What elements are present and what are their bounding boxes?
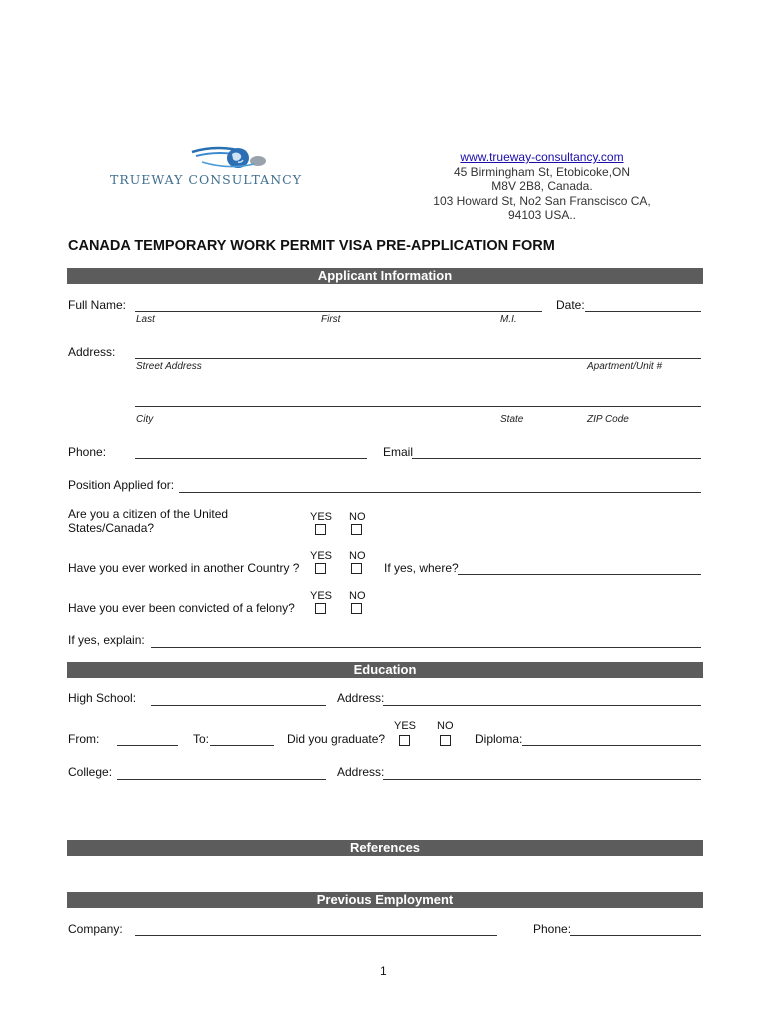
citizen-question-line1: Are you a citizen of the United <box>68 507 229 521</box>
felony-question: Have you ever been convicted of a felony? <box>68 601 295 615</box>
yes-label: YES <box>310 590 333 602</box>
state-sublabel: State <box>500 414 524 425</box>
mi-sublabel: M.I. <box>500 314 517 325</box>
full-name-label: Full Name: <box>68 298 127 312</box>
no-label: NO <box>349 511 366 523</box>
section-header-education: Education <box>67 662 703 678</box>
graduate-no-checkbox[interactable] <box>440 735 451 746</box>
yes-label: YES <box>310 550 333 562</box>
city-sublabel: City <box>136 414 154 425</box>
worked-abroad-question: Have you ever worked in another Country ? <box>68 561 300 575</box>
no-label: NO <box>349 550 366 562</box>
address-line: M8V 2B8, Canada. <box>491 179 593 194</box>
no-label: NO <box>349 590 366 602</box>
to-field[interactable] <box>210 745 274 746</box>
city-state-zip-field[interactable] <box>135 406 701 407</box>
form-title: CANADA TEMPORARY WORK PERMIT VISA PRE-APPLICATION FORM <box>68 238 555 254</box>
company-address <box>402 150 682 223</box>
date-label: Date: <box>556 298 585 312</box>
graduate-yes-checkbox[interactable] <box>399 735 410 746</box>
felony-no-checkbox[interactable] <box>351 603 362 614</box>
yes-label: YES <box>310 511 333 523</box>
diploma-label: Diploma: <box>475 732 523 746</box>
citizen-yes-checkbox[interactable] <box>315 524 326 535</box>
worked-no-checkbox[interactable] <box>351 563 362 574</box>
hs-address-label: Address: <box>337 691 385 705</box>
diploma-field[interactable] <box>522 745 701 746</box>
phone-label: Phone: <box>68 445 107 459</box>
street-sublabel: Street Address <box>136 361 202 372</box>
first-sublabel: First <box>321 314 341 325</box>
from-field[interactable] <box>117 745 178 746</box>
if-yes-where-label: If yes, where? <box>384 561 459 575</box>
company-label: Company: <box>68 922 123 936</box>
to-label: To: <box>193 732 210 746</box>
hs-address-field[interactable] <box>383 705 701 706</box>
citizen-no-checkbox[interactable] <box>351 524 362 535</box>
if-yes-explain-label: If yes, explain: <box>68 633 145 647</box>
if-yes-where-field[interactable] <box>458 574 701 575</box>
company-logo <box>108 142 348 190</box>
graduate-label: Did you graduate? <box>287 732 386 746</box>
last-sublabel: Last <box>136 314 155 325</box>
worked-yes-checkbox[interactable] <box>315 563 326 574</box>
yes-label: YES <box>394 720 417 732</box>
apt-sublabel: Apartment/Unit # <box>587 361 663 372</box>
zip-sublabel: ZIP Code <box>587 414 629 425</box>
phone-field[interactable] <box>135 458 367 459</box>
if-yes-explain-field[interactable] <box>151 647 701 648</box>
address-line: 45 Birmingham St, Etobicoke,ON <box>453 164 631 179</box>
position-label: Position Applied for: <box>68 478 175 492</box>
employment-phone-label: Phone: <box>533 922 572 936</box>
globe-logo-icon <box>188 142 288 174</box>
page-number: 1 <box>380 964 387 978</box>
no-label: NO <box>437 720 454 732</box>
employment-phone-field[interactable] <box>570 935 701 936</box>
email-label: Email <box>383 445 414 459</box>
position-field[interactable] <box>179 492 701 493</box>
address-line: 103 Howard St, No2 San Franscisco CA, <box>433 193 651 208</box>
company-field[interactable] <box>135 935 497 936</box>
citizen-question-line2: States/Canada? <box>68 521 155 535</box>
email-field[interactable] <box>412 458 701 459</box>
address-label: Address: <box>68 345 116 359</box>
from-label: From: <box>68 732 100 746</box>
logo-text: TRUEWAY CONSULTANCY <box>110 172 302 187</box>
college-address-label: Address: <box>337 765 385 779</box>
section-header-applicant: Applicant Information <box>67 268 703 284</box>
college-label: College: <box>68 765 113 779</box>
address-line: 94103 USA.. <box>507 208 577 223</box>
high-school-field[interactable] <box>151 705 326 706</box>
street-address-field[interactable] <box>135 358 701 359</box>
high-school-label: High School: <box>68 691 137 705</box>
section-header-references: References <box>67 840 703 856</box>
college-address-field[interactable] <box>383 779 701 780</box>
college-field[interactable] <box>117 779 326 780</box>
felony-yes-checkbox[interactable] <box>315 603 326 614</box>
full-name-field[interactable] <box>135 311 542 312</box>
date-field[interactable] <box>585 311 701 312</box>
section-header-employment: Previous Employment <box>67 892 703 908</box>
website-link[interactable]: www.trueway-consultancy.com <box>460 150 624 164</box>
